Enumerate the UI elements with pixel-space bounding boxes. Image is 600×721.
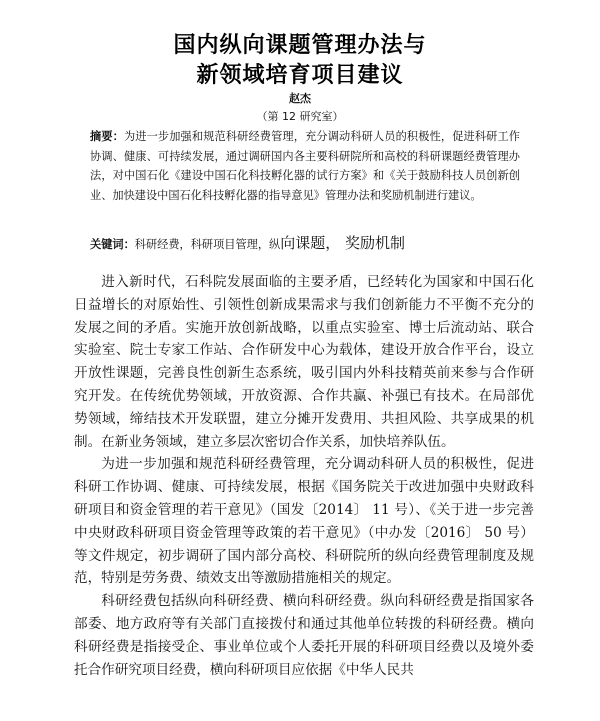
keywords-label: 关键词：: [90, 238, 135, 251]
affiliation: （第 12 研究室）: [256, 110, 344, 123]
body-text: [74, 271, 534, 681]
paragraph-1: 进入新时代，石科院发展面临的主要矛盾，已经转化为国家和中国石化日益增长的对原始性、引领性创新成果需求与我们创新能力不平衡不充分的发展之间的矛盾。实施开放创新战略，以重点实验室、博士后流动站、联合实验室、院士专家工作站、合作研发中心为载体，建设开放合作平台，设立开放性课题，完善良性创新生态系统，吸引国内外科技精英前来参与合作研究开发。在传统优势领域，开放资源、合作共赢、补强已有技术。在局部优势领域，缔结技术开发联盟，建立分摊开发费用、共担风险、共享成果的机制。在新业务领域，建立多层次密切合作关系，加快培养队伍。: [74, 274, 534, 450]
title-line-2: 新领域培育项目建议: [196, 63, 404, 88]
abstract-label: 摘要：: [90, 130, 124, 143]
keywords-text: 科研经费，科研项目管理，纵: [134, 238, 281, 251]
paragraph-2: 为进一步加强和规范科研经费管理，充分调动科研人员的积极性，促进科研工作协调、健康、可持续发展，根据《国务院关于改进加强中央财政科研项目和资金管理的若干意见》（国发〔2014〕 11 号）、《关于进一步完善中央财政科研项目资金管理等政策的若干意见》（中办发〔2016〕 50 号）等文件规定，初步调研了国内部分高校、科研院所的纵向经费管理制度及规范，特别是劳务费、绩效支出等激励措施相关的规定。: [74, 456, 534, 587]
keywords-emphasis: 向课题， 奖励机制: [280, 234, 405, 252]
title-line-1: 国内纵向课题管理办法与: [173, 33, 427, 58]
abstract: [90, 127, 520, 205]
keywords: [90, 232, 520, 253]
paragraph-3: 科研经费包括纵向科研经费、横向科研经费。纵向科研经费是指国家各部委、地方政府等有关部门直接拨付和通过其他单位转拨的科研经费。横向科研经费是指接受企、事业单位或个人委托开展的科研项目经费以及境外委托合作研究项目经费，横向科研项目应依据《中华人民共: [74, 593, 534, 678]
author: 赵杰: [289, 92, 311, 105]
abstract-text: 为进一步加强和规范科研经费管理，充分调动科研人员的积极性，促进科研工作协调、健康、可持续发展，通过调研国内各主要科研院所和高校的科研课题经费管理办法，对中国石化《建设中国石化科技孵化器的试行方案》和《关于鼓励科技人员创新创业、加快建设中国石化科技孵化器的指导意见》管理办法和奖励机制进行建议。: [90, 130, 520, 202]
